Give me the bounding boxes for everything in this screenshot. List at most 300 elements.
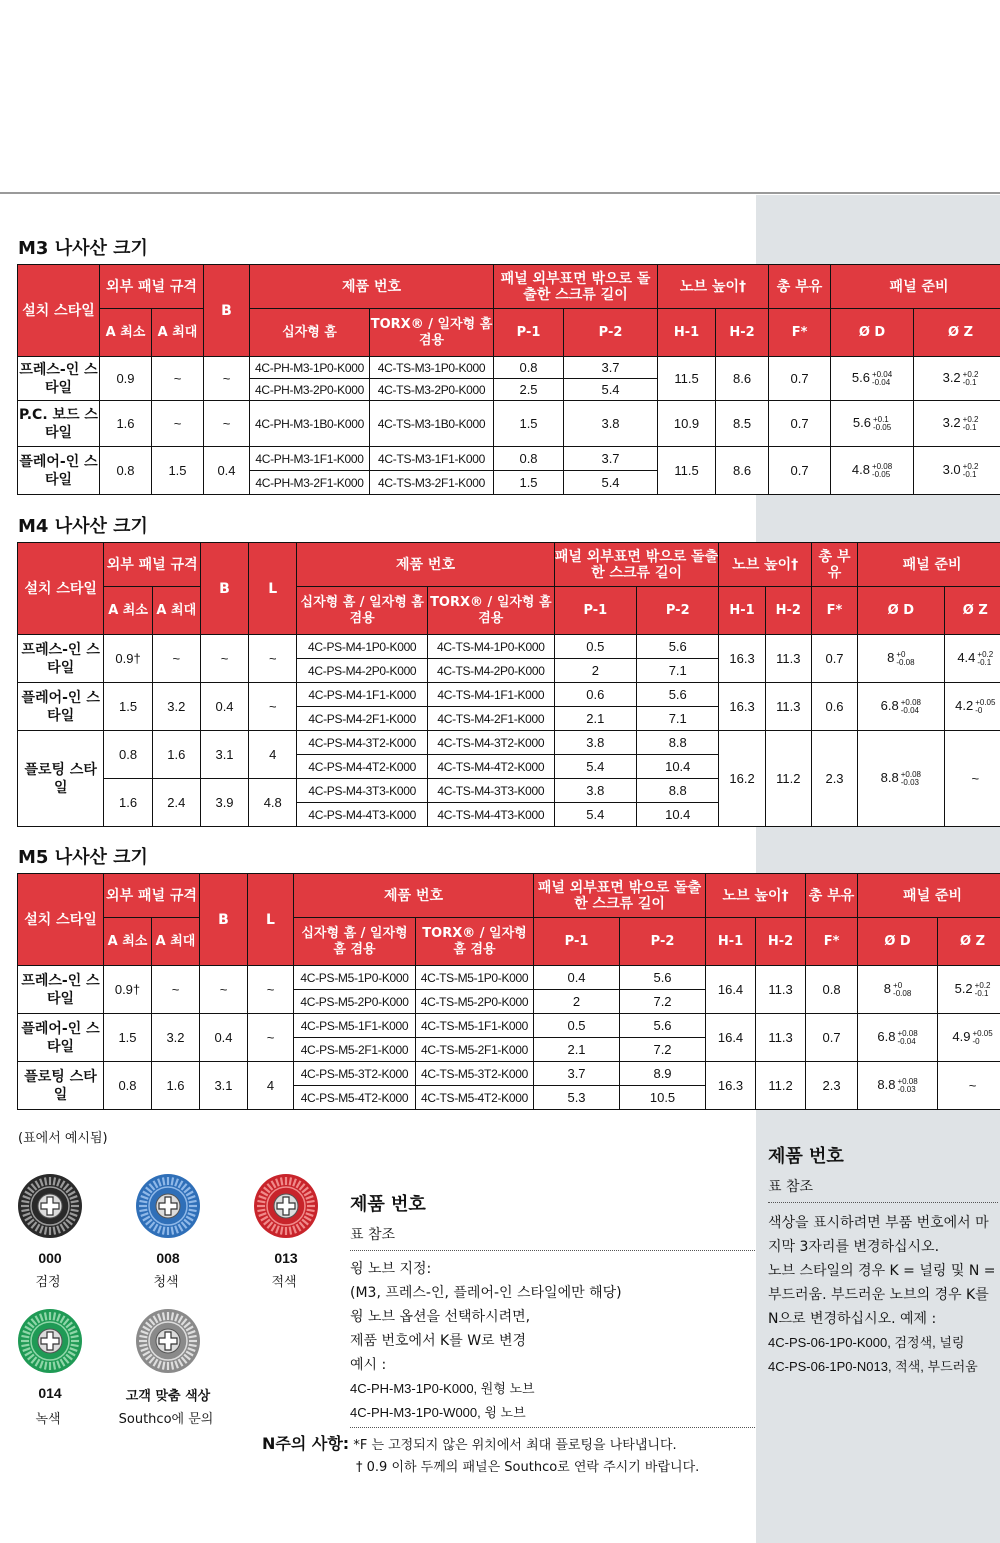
m4-cell-l: ~ [249,635,297,683]
m3-h-p1: P-1 [494,309,564,357]
m5-cell-p2: 5.6 [620,966,706,990]
oz-value: 3.0 [942,462,961,478]
m4-h-install-style: 설치 스타일 [18,543,104,635]
m4-cell-h1: 16.3 [719,635,765,683]
m5-cell-torx-pn: 4C-TS-M5-4T2-K000 [416,1086,534,1110]
m5-cell-ps-pn: 4C-PS-M5-2P0-K000 [294,990,416,1014]
od-tolerance: +0 -0.08 [893,980,912,998]
m5-title: M5 나사산 크기 [18,847,148,868]
m3-h-oz: Ø Z [914,309,1000,357]
m3-cell-p2: 3.7 [564,357,658,379]
m4-cell-h2: 11.2 [765,731,811,827]
m4-cell-f: 0.6 [811,683,857,731]
oz-value: 4.4 [957,650,976,666]
m3-cell-torx-pn: 4C-TS-M3-1F1-K000 [370,447,494,471]
m3-cell-od [831,401,914,447]
m3-spec-table [17,264,1000,495]
od-value: 5.6 [851,370,870,386]
m5-cell-amax: 1.6 [152,1062,200,1110]
knob-red-icon [253,1173,319,1239]
m3-cell-h2: 8.6 [716,447,769,495]
m4-cell-l: 4 [249,731,297,779]
m5-cell-p1: 5.3 [534,1086,620,1110]
m4-cell-b: 3.1 [200,731,248,779]
caution-text: *F 는 고정되지 않은 위치에서 최대 플로팅을 나타냅니다. [353,1438,677,1453]
m3-cell-oz [914,357,1000,401]
oz-tolerance: +0.2 -0.1 [974,980,991,998]
m4-cell-oz: ~ [944,731,1000,827]
m5-cell-od [858,1014,938,1062]
m5-cell-h2: 11.2 [756,1062,806,1110]
m3-cell-torx-pn: 4C-TS-M3-1P0-K000 [370,357,494,379]
oz-tolerance: +0.2 -0.1 [962,414,979,432]
pn-line: 윙 노브 옵션을 선택하시려면, [350,1309,531,1325]
sidebar-example: 4C-PS-06-1P0-K000, 검정색, 널링 [768,1335,965,1350]
m3-cell-p2: 5.4 [564,471,658,495]
od-value: 8 [883,981,892,997]
m4-cell-p2: 10.4 [637,755,719,779]
sidebar-ref: 표 참조 [768,1176,998,1203]
m3-cell-h2: 8.5 [716,401,769,447]
m3-cell-od [831,357,914,401]
oz-tolerance: +0.2 -0.1 [962,369,979,387]
m3-cell-amin: 0.8 [100,447,152,495]
pn-line: 예시 : [350,1357,387,1373]
m5-cell-h1: 16.4 [706,1014,756,1062]
m3-h-install-style: 설치 스타일 [18,265,100,357]
m3-cell-amin: 1.6 [100,401,152,447]
oz-tolerance: +0.2 -0.1 [977,649,994,667]
m4-h-h2: H-2 [765,587,811,635]
m3-cell-h1: 11.5 [658,447,716,495]
knob-color-name: 검정 [35,1275,61,1290]
m3-cell-torx-pn: 4C-TS-M3-2F1-K000 [370,471,494,495]
knob-color-name: 청색 [153,1275,179,1290]
m5-cell-p1: 2.1 [534,1038,620,1062]
m3-cell-phillips-pn: 4C-PH-M3-2F1-K000 [250,471,370,495]
m5-cell-h1: 16.3 [706,1062,756,1110]
m5-cell-f: 2.3 [806,1062,858,1110]
m5-cell-oz [938,1014,1000,1062]
m3-h-h2: H-2 [716,309,769,357]
m4-cell-amax: 3.2 [152,683,200,731]
shown-in-table-note: (표에서 예시됨) [18,1131,108,1146]
m4-cell-ps-pn: 4C-PS-M4-1P0-K000 [297,635,428,659]
m4-cell-p1: 2.1 [554,707,636,731]
m3-cell-p1: 0.8 [494,447,564,471]
m5-h-h2: H-2 [756,918,806,966]
m5-h-a-min: A 최소 [104,918,152,966]
m4-cell-p2: 7.1 [637,659,719,683]
m4-h-torx: TORX® / 일자형 홈 겸용 [428,587,555,635]
m5-h-l: L [248,874,294,966]
m5-h-fstar: F* [806,918,858,966]
m5-cell-torx-pn: 4C-TS-M5-2P0-K000 [416,990,534,1014]
m4-h-panel-spec: 외부 패널 규격 [104,543,200,587]
m4-cell-ps-pn: 4C-PS-M4-2F1-K000 [297,707,428,731]
od-value: 8.8 [877,1077,896,1093]
od-tolerance: +0.08 -0.05 [871,461,893,479]
m5-cell-l: ~ [248,1014,294,1062]
m3-row-style: 플레어-인 스타일 [18,447,100,495]
m5-cell-od [858,966,938,1014]
m4-cell-torx-pn: 4C-TS-M4-1P0-K000 [428,635,555,659]
m4-cell-torx-pn: 4C-TS-M4-2F1-K000 [428,707,555,731]
m4-cell-p2: 8.8 [637,779,719,803]
sidebar-example: 4C-PS-06-1P0-N013, 적색, 부드러움 [768,1359,978,1374]
m4-cell-p1: 3.8 [554,731,636,755]
m4-h-float: 총 부유 [811,543,857,587]
m4-cell-p1: 5.4 [554,755,636,779]
m5-cell-oz: ~ [938,1062,1000,1110]
oz-value: 4.9 [952,1029,971,1045]
m4-h-knob-height: 노브 높이† [719,543,811,587]
m4-h-p1: P-1 [554,587,636,635]
m4-cell-amin: 0.9† [104,635,152,683]
m5-cell-od [858,1062,938,1110]
m5-cell-p2: 7.2 [620,990,706,1014]
m4-cell-p1: 2 [554,659,636,683]
m4-cell-l: 4.8 [249,779,297,827]
m4-cell-b: 0.4 [200,683,248,731]
od-value: 6.8 [880,698,899,714]
m4-cell-torx-pn: 4C-TS-M4-2P0-K000 [428,659,555,683]
m5-cell-oz [938,966,1000,1014]
m4-cell-ps-pn: 4C-PS-M4-4T2-K000 [297,755,428,779]
m4-h-p2: P-2 [637,587,719,635]
m3-h-p2: P-2 [564,309,658,357]
m4-cell-amin: 1.5 [104,683,152,731]
m5-h-oz: Ø Z [938,918,1000,966]
knob-code: 013 [274,1250,298,1266]
m4-cell-torx-pn: 4C-TS-M4-3T3-K000 [428,779,555,803]
m5-cell-ps-pn: 4C-PS-M5-2F1-K000 [294,1038,416,1062]
oz-tolerance: +0.05 -0 [975,697,996,715]
m3-h-b: B [204,265,250,357]
knob-custom-icon [135,1308,201,1374]
od-tolerance: +0.04 -0.04 [871,369,893,387]
m5-h-torx: TORX® / 일자형 홈 겸용 [416,918,534,966]
m4-cell-torx-pn: 4C-TS-M4-3T2-K000 [428,731,555,755]
m5-cell-p1: 0.4 [534,966,620,990]
m3-h-knob-height: 노브 높이† [658,265,769,309]
pn-example: 4C-PH-M3-1P0-W000, 윙 노브 [350,1401,755,1428]
pn-line: (M3, 프레스-인, 플레어-인 스타일에만 해당) [350,1285,622,1301]
product-number-note [350,1190,755,1428]
m3-cell-f: 0.7 [769,447,831,495]
oz-value: 5.2 [954,981,973,997]
m5-h-product-no: 제품 번호 [294,874,534,918]
m4-cell-l: ~ [249,683,297,731]
m5-cell-amin: 0.8 [104,1062,152,1110]
m3-h-a-min: A 최소 [100,309,152,357]
m3-cell-h1: 10.9 [658,401,716,447]
m5-cell-b: 3.1 [200,1062,248,1110]
m5-h-od: Ø D [858,918,938,966]
m5-cell-b: ~ [200,966,248,1014]
od-tolerance: +0.08 -0.04 [900,697,921,715]
m3-cell-b: 0.4 [204,447,250,495]
m3-cell-p1: 2.5 [494,379,564,401]
m4-cell-h1: 16.3 [719,683,765,731]
m5-cell-ps-pn: 4C-PS-M5-3T2-K000 [294,1062,416,1086]
od-value: 4.8 [851,462,870,478]
m4-cell-torx-pn: 4C-TS-M4-4T3-K000 [428,803,555,827]
m3-cell-od [831,447,914,495]
m4-row-style: 프레스-인 스타일 [18,635,104,683]
m3-h-od: Ø D [831,309,914,357]
m3-row-style: P.C. 보드 스타일 [18,401,100,447]
m4-row-style: 플로팅 스타일 [18,731,104,827]
m3-cell-oz [914,447,1000,495]
m5-cell-amin: 1.5 [104,1014,152,1062]
m3-h-fstar: F* [769,309,831,357]
m5-cell-torx-pn: 4C-TS-M5-3T2-K000 [416,1062,534,1086]
m3-h-float: 총 부유 [769,265,831,309]
m5-cell-p2: 7.2 [620,1038,706,1062]
sidebar-product-number [768,1142,998,1379]
m5-h-panel-prep: 패널 준비 [858,874,1000,918]
m3-row-style: 프레스-인 스타일 [18,357,100,401]
m5-row-style: 프레스-인 스타일 [18,966,104,1014]
m5-row-style: 플로팅 스타일 [18,1062,104,1110]
m4-cell-p1: 3.8 [554,779,636,803]
m3-title: M3 나사산 크기 [18,238,148,259]
caution-label: N주의 사항: [262,1434,350,1453]
od-value: 8 [887,650,895,666]
pn-example: 4C-PH-M3-1P0-K000, 원형 노브 [350,1381,535,1396]
m4-cell-amin: 1.6 [104,779,152,827]
m4-cell-amax: 2.4 [152,779,200,827]
m3-cell-phillips-pn: 4C-PH-M3-2P0-K000 [250,379,370,401]
oz-value: 4.2 [955,698,974,714]
m4-cell-p2: 5.6 [637,635,719,659]
m4-cell-amax: 1.6 [152,731,200,779]
pn-title: 제품 번호 [350,1194,426,1215]
m4-cell-amin: 0.8 [104,731,152,779]
pn-line: 제품 번호에서 K를 W로 변경 [350,1333,527,1349]
m4-cell-oz [944,683,1000,731]
od-tolerance: +0 -0.08 [896,649,915,667]
m5-h-phillips: 십자형 홈 / 일자형 홈 겸용 [294,918,416,966]
knob-black-icon [17,1173,83,1239]
m3-cell-oz [914,401,1000,447]
oz-value: 3.2 [942,370,961,386]
m4-h-h1: H-1 [719,587,765,635]
m3-cell-h1: 11.5 [658,357,716,401]
m5-cell-amin: 0.9† [104,966,152,1014]
m4-h-protrusion: 패널 외부표면 밖으로 돌출한 스크류 길이 [554,543,719,587]
knob-green-icon [17,1308,83,1374]
m3-cell-amax: 1.5 [152,447,204,495]
m4-cell-p2: 8.8 [637,731,719,755]
m5-cell-l: ~ [248,966,294,1014]
m4-spec-table [17,542,1000,827]
sidebar-text: 색상을 표시하려면 부품 번호에서 마지막 3자리를 변경하십시오. [768,1215,989,1255]
m3-h-panel-prep: 패널 준비 [831,265,1000,309]
knob-color-name: 적색 [271,1275,297,1290]
knob-code: 008 [156,1250,180,1266]
m5-cell-h2: 11.3 [756,966,806,1014]
m4-cell-ps-pn: 4C-PS-M4-1F1-K000 [297,683,428,707]
sidebar-title: 제품 번호 [768,1146,844,1167]
m3-cell-amax: ~ [152,357,204,401]
m4-cell-ps-pn: 4C-PS-M4-4T3-K000 [297,803,428,827]
knob-color-name: Southco에 문의 [118,1412,214,1427]
m3-cell-torx-pn: 4C-TS-M3-1B0-K000 [370,401,494,447]
m5-cell-p2: 5.6 [620,1014,706,1038]
m3-cell-phillips-pn: 4C-PH-M3-1B0-K000 [250,401,370,447]
m4-cell-od [858,683,944,731]
m4-cell-f: 2.3 [811,731,857,827]
m5-cell-h1: 16.4 [706,966,756,1014]
m5-cell-f: 0.7 [806,1014,858,1062]
m3-h-torx: TORX® / 일자형 홈 겸용 [370,309,494,357]
m5-h-knob-height: 노브 높이† [706,874,806,918]
m4-title: M4 나사산 크기 [18,516,148,537]
od-value: 5.6 [852,415,871,431]
m4-cell-p2: 10.4 [637,803,719,827]
m3-cell-h2: 8.6 [716,357,769,401]
m4-h-fstar: F* [811,587,857,635]
m4-h-panel-prep: 패널 준비 [858,543,1000,587]
m5-cell-torx-pn: 4C-TS-M5-1P0-K000 [416,966,534,990]
m5-h-b: B [200,874,248,966]
m5-cell-p1: 0.5 [534,1014,620,1038]
od-tolerance: +0.08 -0.03 [897,1076,918,1094]
m4-cell-amax: ~ [152,635,200,683]
m5-cell-amax: 3.2 [152,1014,200,1062]
m3-h-protrusion: 패널 외부표면 밖으로 돌출한 스크류 길이 [494,265,658,309]
m4-h-product-no: 제품 번호 [297,543,554,587]
m4-cell-ps-pn: 4C-PS-M4-3T2-K000 [297,731,428,755]
oz-tolerance: +0.2 -0.1 [962,461,979,479]
m3-cell-p1: 1.5 [494,401,564,447]
caution-line-1 [262,1433,762,1457]
m5-cell-f: 0.8 [806,966,858,1014]
m4-cell-f: 0.7 [811,635,857,683]
knob-code: 고객 맞춤 색상 [125,1389,211,1404]
m4-cell-oz [944,635,1000,683]
m3-h-h1: H-1 [658,309,716,357]
m3-cell-b: ~ [204,401,250,447]
m5-h-p1: P-1 [534,918,620,966]
m4-cell-torx-pn: 4C-TS-M4-1F1-K000 [428,683,555,707]
m3-cell-f: 0.7 [769,357,831,401]
m5-cell-b: 0.4 [200,1014,248,1062]
m4-cell-p1: 5.4 [554,803,636,827]
pn-ref: 표 참조 [350,1224,755,1251]
m4-row-style: 플레어-인 스타일 [18,683,104,731]
od-tolerance: +0.08 -0.03 [900,769,921,787]
m3-cell-b: ~ [204,357,250,401]
m4-h-oz: Ø Z [944,587,1000,635]
caution-note [262,1433,762,1479]
m3-h-product-no: 제품 번호 [250,265,494,309]
m4-h-phillips: 십자형 홈 / 일자형 홈 겸용 [297,587,428,635]
m4-cell-b: 3.9 [200,779,248,827]
sidebar-text: 노브 스타일의 경우 K = 널링 및 N = 부드러움. 부드러운 노브의 경우 K를 N으로 변경하십시오. 예제 : [768,1263,996,1327]
top-divider [0,192,1000,194]
m4-h-l: L [249,543,297,635]
m3-cell-amin: 0.9 [100,357,152,401]
m5-cell-p2: 8.9 [620,1062,706,1086]
oz-value: 3.2 [942,415,961,431]
m4-h-a-min: A 최소 [104,587,152,635]
m3-cell-phillips-pn: 4C-PH-M3-1F1-K000 [250,447,370,471]
m3-cell-p1: 0.8 [494,357,564,379]
oz-tolerance: +0.05 -0 [972,1028,993,1046]
od-value: 6.8 [877,1029,896,1045]
m5-cell-p1: 3.7 [534,1062,620,1086]
m4-cell-ps-pn: 4C-PS-M4-3T3-K000 [297,779,428,803]
knob-color-name: 녹색 [35,1412,61,1427]
m5-cell-ps-pn: 4C-PS-M5-1F1-K000 [294,1014,416,1038]
od-value: 8.8 [880,770,899,786]
m4-cell-h2: 11.3 [765,635,811,683]
od-tolerance: +0.1 -0.05 [872,414,892,432]
m4-cell-h2: 11.3 [765,683,811,731]
m3-cell-p1: 1.5 [494,471,564,495]
m5-spec-table [17,873,1000,1110]
m5-cell-torx-pn: 4C-TS-M5-1F1-K000 [416,1014,534,1038]
pn-line: 윙 노브 지정: [350,1261,432,1277]
m5-cell-torx-pn: 4C-TS-M5-2F1-K000 [416,1038,534,1062]
knob-code: 000 [38,1250,62,1266]
knob-code: 014 [38,1385,62,1401]
m4-cell-od [858,731,944,827]
m4-cell-torx-pn: 4C-TS-M4-4T2-K000 [428,755,555,779]
m4-cell-od [858,635,944,683]
m3-cell-torx-pn: 4C-TS-M3-2P0-K000 [370,379,494,401]
m5-cell-ps-pn: 4C-PS-M5-1P0-K000 [294,966,416,990]
m4-cell-p1: 0.5 [554,635,636,659]
m3-cell-p2: 3.7 [564,447,658,471]
m5-cell-amax: ~ [152,966,200,1014]
m5-h-h1: H-1 [706,918,756,966]
knob-blue-icon [135,1173,201,1239]
caution-line-2: † 0.9 이하 두께의 패널은 Southco로 연락 주시기 바랍니다. [356,1460,700,1475]
m5-h-a-max: A 최대 [152,918,200,966]
od-tolerance: +0.08 -0.04 [897,1028,918,1046]
m3-h-panel-spec: 외부 패널 규격 [100,265,204,309]
m5-row-style: 플레어-인 스타일 [18,1014,104,1062]
m4-cell-p2: 7.1 [637,707,719,731]
m5-h-float: 총 부유 [806,874,858,918]
m5-cell-h2: 11.3 [756,1014,806,1062]
m5-cell-l: 4 [248,1062,294,1110]
m4-cell-ps-pn: 4C-PS-M4-2P0-K000 [297,659,428,683]
m3-h-phillips: 십자형 홈 [250,309,370,357]
m5-h-panel-spec: 외부 패널 규격 [104,874,200,918]
m5-h-install-style: 설치 스타일 [18,874,104,966]
m3-cell-p2: 3.8 [564,401,658,447]
m4-h-a-max: A 최대 [152,587,200,635]
m3-cell-f: 0.7 [769,401,831,447]
m4-cell-p2: 5.6 [637,683,719,707]
m5-cell-ps-pn: 4C-PS-M5-4T2-K000 [294,1086,416,1110]
m4-h-od: Ø D [858,587,944,635]
m4-cell-h1: 16.2 [719,731,765,827]
m3-h-a-max: A 최대 [152,309,204,357]
m3-cell-phillips-pn: 4C-PH-M3-1P0-K000 [250,357,370,379]
m5-h-protrusion: 패널 외부표면 밖으로 돌출한 스크류 길이 [534,874,706,918]
m4-h-b: B [200,543,248,635]
m4-cell-p1: 0.6 [554,683,636,707]
m5-h-p2: P-2 [620,918,706,966]
m3-cell-p2: 5.4 [564,379,658,401]
m5-cell-p2: 10.5 [620,1086,706,1110]
